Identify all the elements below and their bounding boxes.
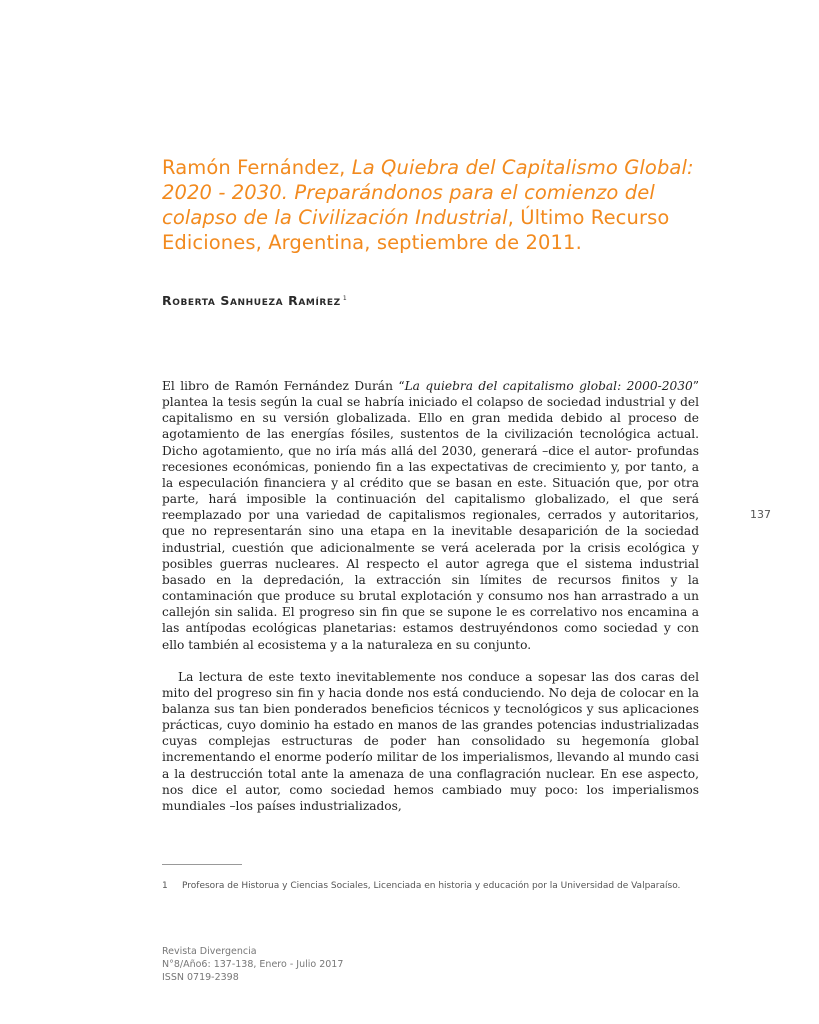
journal-issue: N°8/Año6: 137-138, Enero - Julio 2017 — [162, 959, 344, 970]
paragraph-1-rest: ” plantea la tesis según la cual se habría iniciado el colapso de sociedad industrial y del capitalismo en su versión globalizada. Ello en gran medida debido al proceso de agotamiento de las energías fósiles, sustentos de la civilización tecnológica actual. Dicho agotamiento, que no iría más allá del 2030, generará –dice el autor- profundas recesiones económicas, poniendo fin a las expectativas de crecimiento y, por tanto, a la especulación financiera y al crédito que se basan en este. Situación que, por otra parte, hará imposible la continuación del capitalismo globalizado, el que será reemplazado por una variedad de capitalismos regionales, cerrados y autoritarios, que no representarán sino una etapa en la inevitable desaparición de la sociedad industrial, cuestión que adicionalmente se verá acelerada por la crisis ecológica y posibles guerras nucleares. Al respecto el autor agrega que el sistema industrial basado en la depredación, la extracción sin límites de recursos finitos y la contaminación que produce su brutal explotación y consumo nos han arrastrado a un callejón sin salida. El progreso sin fin que se supone le es correlativo nos encamina a las antípodas ecológicas planetarias: estamos destruyéndonos como sociedad y con ello también al ecosistema y a la naturaleza en su conjunto. — [162, 379, 699, 652]
footnote-number: 1 — [162, 881, 168, 891]
paragraph-1-start: El libro de Ramón Fernández Durán “ — [162, 379, 405, 393]
footnote-text: Profesora de Historua y Ciencias Sociales, Licenciada en historia y educación por la Universidad de Valparaíso. — [182, 881, 681, 891]
book-title-italic: La quiebra del capitalismo global: 2000-2030 — [404, 379, 693, 393]
page-number: 137 — [750, 508, 771, 521]
article-title — [162, 155, 722, 255]
journal-issn: ISSN 0719-2398 — [162, 972, 239, 983]
author-footnote-mark: 1 — [342, 294, 348, 302]
journal-name: Revista Divergencia — [162, 946, 257, 957]
author-name: Roberta Sanhueza Ramírez — [162, 293, 341, 308]
paragraph-1 — [162, 378, 699, 653]
footnote — [162, 880, 702, 894]
title-author-part: Ramón Fernández, — [162, 156, 352, 179]
article-author — [162, 293, 347, 308]
title-book-part: La Quiebra del Capitalismo Global: 2020 - 2030. Preparándonos para el comienzo del colapso de la Civilización Industrial — [162, 156, 694, 229]
footnote-divider — [162, 864, 242, 865]
paragraph-2: La lectura de este texto inevitablemente nos conduce a sopesar las dos caras del mito del progreso sin fin y hacia donde nos está conduciendo. No deja de colocar en la balanza sus tan bien ponderados beneficios técnicos y tecnológicos y sus aplicaciones prácticas, cuyo dominio ha estado en manos de las grandes potencias industrializadas cuyas complejas estructuras de poder han consolidado su hegemonía global incrementando el enorme poderío militar de los imperialismos, llevando al mundo casi a la destrucción total ante la amenaza de una conflagración nuclear. En ese aspecto, nos dice el autor, como sociedad hemos cambiado muy poco: los imperialismos mundiales –los países industrializados, — [162, 669, 699, 813]
journal-info — [162, 945, 343, 984]
article-body — [162, 378, 699, 814]
title-publisher-part: , Último Recurso Ediciones, Argentina, septiembre de 2011. — [162, 206, 670, 254]
